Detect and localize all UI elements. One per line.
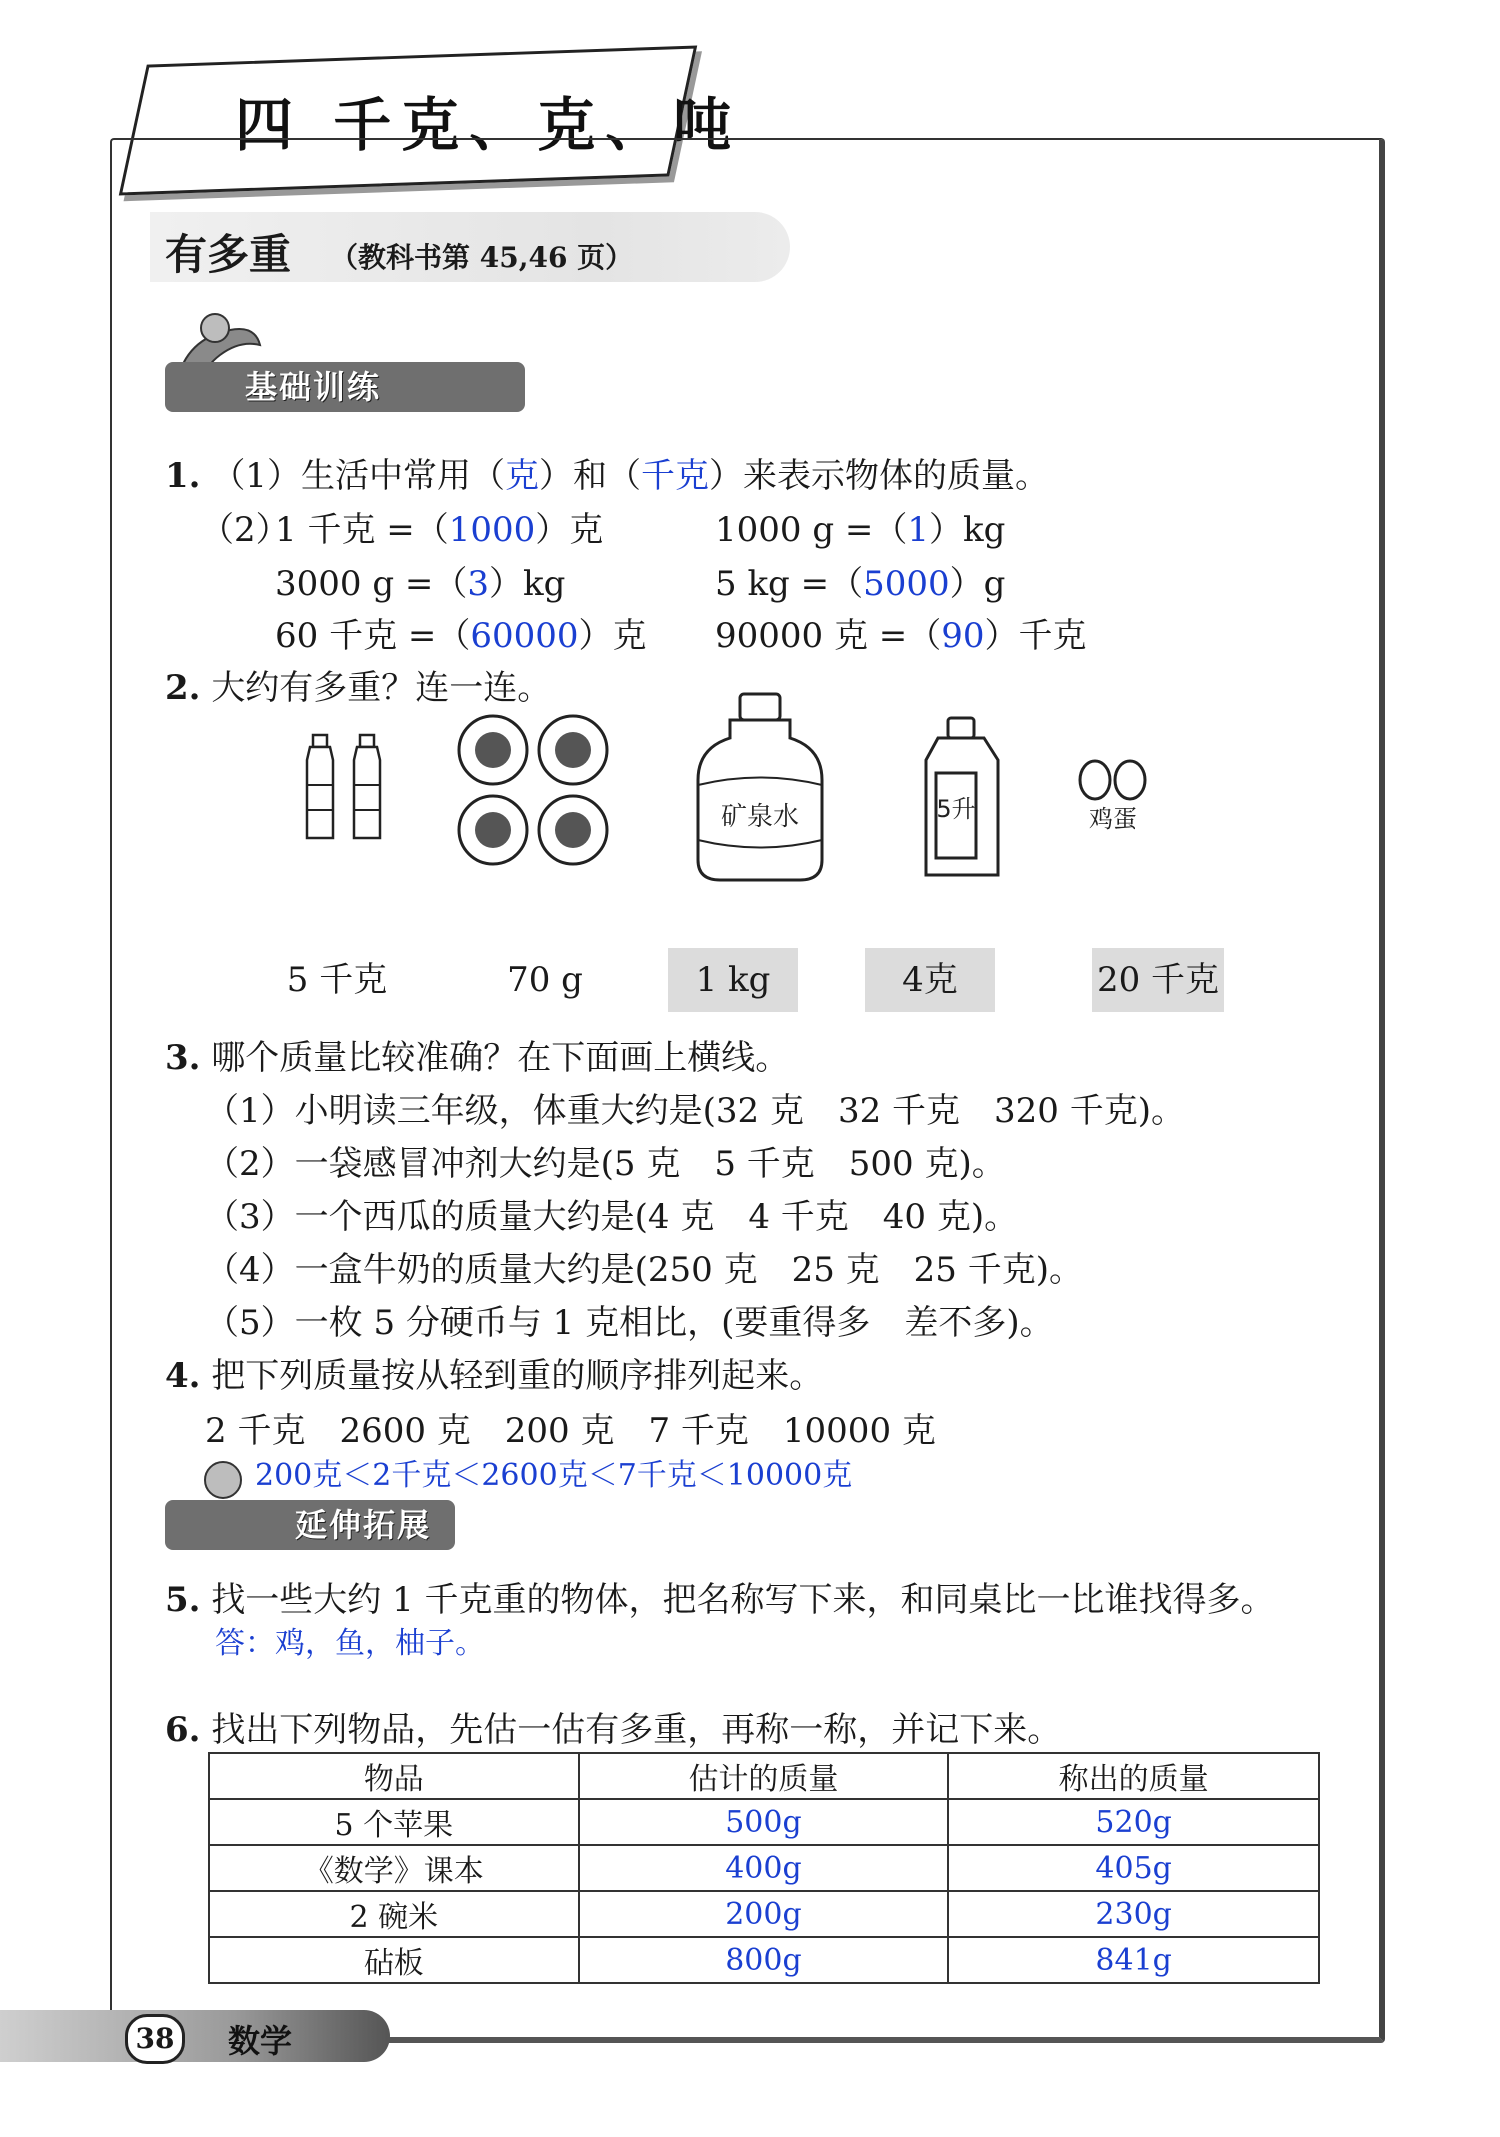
q3-item-1: （1）小明读三年级，体重大约是(32 克 32 千克 320 千克)。 (205, 1091, 1186, 1131)
q2-question (165, 660, 551, 709)
q1-item-3: 3000 g =（3）kg (275, 564, 566, 604)
header-measured: 称出的质量 (948, 1753, 1319, 1799)
cell-estimate: 500g (579, 1799, 949, 1845)
water-jug-picture (690, 690, 830, 890)
q5-text: 找一些大约 1 千克重的物体，把名称写下来，和同桌比一比谁找得多。 (211, 1580, 1275, 1620)
q1-p1-mid: ）和（ (538, 456, 641, 496)
table-header-row (209, 1753, 1319, 1799)
cell-estimate: 200g (579, 1891, 949, 1937)
table-row (209, 1845, 1319, 1891)
chapter-title: 四 千克、克、吨 (235, 91, 742, 159)
q1-p1-answer1: 克 (504, 456, 539, 496)
detergent-bottle-picture (918, 715, 1008, 885)
option-4g: 4克 (865, 948, 995, 1012)
q1-item-2: 1000 g =（1）kg (715, 510, 1006, 550)
section-subtitle: （教科书第 45,46 页） (330, 241, 634, 274)
q6-number: 6. (165, 1710, 201, 1750)
page-number: 38 (125, 2014, 185, 2064)
q2-text: 大约有多重？连一连。 (211, 668, 552, 708)
cell-measured: 520g (948, 1799, 1319, 1845)
cell-estimate: 400g (579, 1845, 949, 1891)
cell-item: 《数学》课本 (209, 1845, 579, 1891)
q2-number: 2. (165, 668, 201, 708)
q4-text: 把下列质量按从轻到重的顺序排列起来。 (211, 1356, 824, 1396)
q4-question (165, 1348, 823, 1397)
q6-text: 找出下列物品，先估一估有多重，再称一称，并记下来。 (211, 1710, 1062, 1750)
header-item: 物品 (209, 1753, 579, 1799)
q3-number: 3. (165, 1038, 201, 1078)
q5-number: 5. (165, 1580, 201, 1620)
q1-part2-label: （2） (200, 510, 290, 550)
q4-number: 4. (165, 1356, 201, 1396)
cell-item: 5 个苹果 (209, 1799, 579, 1845)
q4-answer: 200克＜2千克＜2600克＜7千克＜10000克 (255, 1458, 853, 1493)
option-1kg: 1 kg (668, 948, 798, 1012)
table-row (209, 1891, 1319, 1937)
egg-label: 鸡蛋 (1089, 805, 1137, 833)
q3-question (165, 1030, 789, 1079)
cell-estimate: 800g (579, 1937, 949, 1983)
q5-question (165, 1572, 1275, 1621)
q3-item-2: （2）一袋感冒冲剂大约是(5 克 5 千克 500 克)。 (205, 1144, 1006, 1184)
table-row (209, 1799, 1319, 1845)
bottle-label: 5升 (936, 795, 976, 823)
footer-bar (0, 2010, 390, 2062)
small-bottles-picture (305, 730, 405, 845)
q1-p1-answer2: 千克 (640, 456, 709, 496)
q1-item-1: 1 千克 =（1000）克 (275, 510, 604, 550)
q1-part1 (165, 448, 1049, 497)
header-estimate: 估计的质量 (579, 1753, 949, 1799)
table-row (209, 1937, 1319, 1983)
option-5kg: 5 千克 (286, 960, 388, 1000)
q5-answer: 答：鸡，鱼，柚子。 (215, 1626, 485, 1661)
water-jug-label: 矿泉水 (720, 802, 800, 832)
cell-measured: 841g (948, 1937, 1319, 1983)
q3-text: 哪个质量比较准确？在下面画上横线。 (211, 1038, 790, 1078)
tag-extend: 延伸拓展 (165, 1500, 455, 1550)
weight-table (208, 1752, 1320, 1984)
tag-basic-training: 基础训练 (165, 362, 525, 412)
section-title: 有多重 (165, 230, 292, 279)
q3-item-5: （5）一枚 5 分硬币与 1 克相比，(要重得多 差不多)。 (205, 1303, 1054, 1343)
q3-item-3: （3）一个西瓜的质量大约是(4 克 4 千克 40 克)。 (205, 1197, 1019, 1237)
q1-number: 1. (165, 456, 201, 496)
q1-item-4: 5 kg =（5000）g (715, 564, 1006, 604)
eggs-picture (1075, 755, 1155, 835)
cell-measured: 230g (948, 1891, 1319, 1937)
option-20kg: 20 千克 (1092, 948, 1224, 1012)
cell-item: 砧板 (209, 1937, 579, 1983)
q1-item-5: 60 千克 =（60000）克 (275, 616, 647, 656)
cell-measured: 405g (948, 1845, 1319, 1891)
option-70g: 70 g (507, 960, 583, 1000)
coins-picture (455, 712, 615, 872)
q6-question (165, 1702, 1061, 1751)
q1-item-6: 90000 克 =（90）千克 (715, 616, 1087, 656)
q1-p1-prefix: （1）生活中常用（ (211, 456, 505, 496)
cell-item: 2 碗米 (209, 1891, 579, 1937)
footer-subject: 数学 (228, 2022, 293, 2060)
q1-p1-suffix: ）来表示物体的质量。 (708, 456, 1049, 496)
q4-values: 2 千克 2600 克 200 克 7 千克 10000 克 (205, 1411, 936, 1451)
q3-item-4: （4）一盒牛奶的质量大约是(250 克 25 克 25 千克)。 (205, 1250, 1084, 1290)
